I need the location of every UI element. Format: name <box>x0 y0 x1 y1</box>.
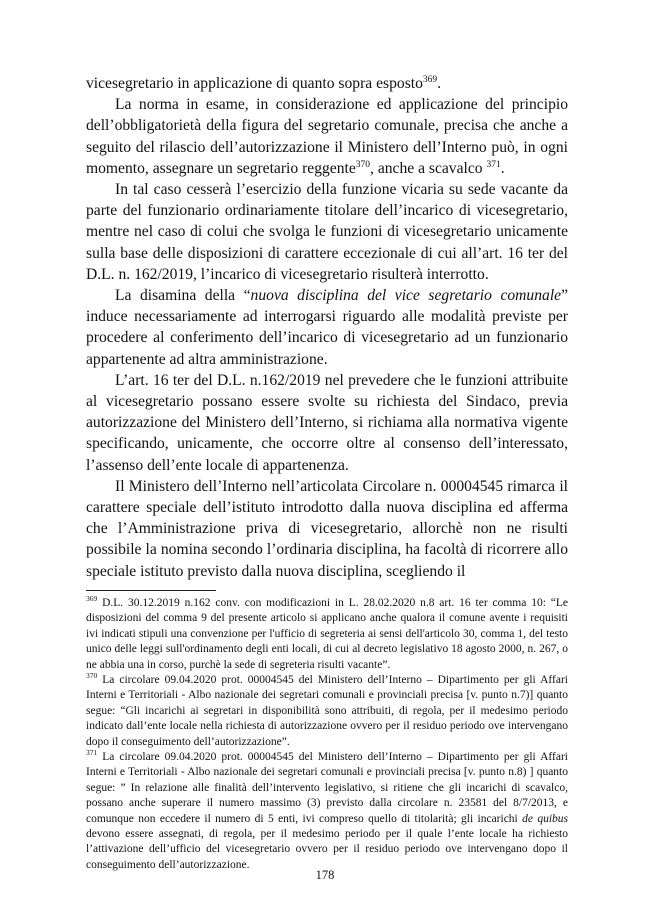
footnote-separator <box>86 590 216 591</box>
footnote-text: La circolare 09.04.2020 prot. 00004545 del Ministero dell’Interno – Dipartimento per gli Affari Interni e Territoriali - Albo nazionale dei segretari comunali e provinciali precisa [v. punto n.8) ] quanto segue: ” In relazione alle finalità dell’intervento legislativo, si ritiene che gli incarichi di scavalco, possano anche superare il numero massimo (3) previsto dalla circolare n. 23581 del 8/7/2013, e comunque non eccedere il numero di 5 enti, ivi compreso quello di titolarità; gli incarichi <box>86 750 568 825</box>
paragraph-text: La disamina della “ <box>115 287 251 305</box>
footnote-number: 369 <box>86 594 98 604</box>
footnote-ref-369[interactable]: 369 <box>422 74 438 85</box>
footnote-number: 370 <box>86 671 98 681</box>
footnote-370 <box>86 673 568 750</box>
footnote-ref-371[interactable]: 371 <box>486 159 501 170</box>
paragraph-5: L’art. 16 ter del D.L. n.162/2019 nel prevedere che le funzioni attribuite al vicesegretario possano essere svolte su richiesta del Sindaco, previa autorizzazione del Ministero dell’Interno, si richiama alla normativa vigente specificando, unicamente, che occorre oltre al consenso dell’interessato, l’assenso dell’ente locale di appartenenza. <box>86 371 568 474</box>
paragraph-4 <box>86 285 568 370</box>
footnote-369 <box>86 596 568 673</box>
paragraph-text: La norma in esame, in considerazione ed applicazione del principio dell’obbligatorietà della figura del segretario comunale, precisa che anche a seguito del rilascio dell’autorizzazione il Ministero dell’Interno può, in ogni momento, assegnare un segretario reggente <box>86 96 568 177</box>
footnote-text: devono essere assegnati, di regola, per il medesimo periodo per il quale l’ente locale ha richiesto l’attivazione dell’ufficio del vicesegretario ovvero per il residuo periodo ove intervengano dopo il conseguimento dell’autorizzazione. <box>86 827 568 871</box>
footnote-italic: de quibus <box>522 812 568 825</box>
footnote-text: La circolare 09.04.2020 prot. 00004545 del Ministero dell’Interno – Dipartimento per gli Affari Interni e Territoriali - Albo nazionale dei segretari comunali e provinciali precisa [v. punto n.7)] quanto segue: “Gli incarichi ai segretari in disponibilità sono attribuiti, di regola, per il medesimo periodo indicato dall’ente locale nella richiesta di autorizzazione ovvero per il residuo periodo ove intervengano dopo il conseguimento dell’autorizzazione”. <box>86 673 568 748</box>
footnote-text: D.L. 30.12.2019 n.162 conv. con modificazioni in L. 28.02.2020 n.8 art. 16 ter comma 10: “Le disposizioni del comma 9 del presente articolo si applicano anche qualora il comune avente i requisiti ivi indicati stipuli una convenzione per l'ufficio di segreteria ai sensi dell'articolo 30, comma 1, del testo unico delle leggi sull'ordinamento degli enti locali, di cui al decreto legislativo 18 agosto 2000, n. 267, o ne abbia una in corso, purchè la sede di segreteria risulti vacante”. <box>86 596 568 671</box>
paragraph-text: , anche a scavalco <box>370 159 487 177</box>
page-body <box>86 73 568 873</box>
footnote-371 <box>86 750 568 873</box>
footnote-ref-370[interactable]: 370 <box>355 159 371 170</box>
paragraph-text: ” induce necessariamente ad interrogarsi riguardo alle modalità previste per procedere al conferimento dell’incarico di vicesegretario ad un funzionario appartenente ad altra amministrazione. <box>86 287 568 368</box>
page-number: 178 <box>315 868 335 882</box>
paragraph-1 <box>86 73 568 94</box>
punctuation: . <box>437 75 442 92</box>
italic-quote: nuova disciplina del vice segretario comunale <box>250 287 562 305</box>
paragraph-6: Il Ministero dell’Interno nell’articolata Circolare n. 00004545 rimarca il carattere speciale dell’istituto introdotto dalla nuova disciplina ed afferma che l’Amministrazione priva di vicesegretario, allorchè non ne risulti possibile la nomina secondo l’ordinaria disciplina, ha facoltà di ricorrere allo speciale istituto previsto dalla nuova disciplina, scegliendo il <box>86 477 568 580</box>
punctuation: . <box>500 159 505 177</box>
paragraph-2 <box>86 94 568 179</box>
paragraph-3: In tal caso cesserà l’esercizio della funzione vicaria su sede vacante da parte del funzionario ordinariamente titolare dell’incarico di vicesegretario, mentre nel caso di colui che svolga le funzioni di vicesegretario unicamente sulla base delle disposizioni di carattere eccezionale di cui all’art. 16 ter del D.L. n. 162/2019, l’incarico di vicesegretario risulterà interrotto. <box>86 181 568 283</box>
paragraph-text: vicesegretario in applicazione di quanto sopra esposto <box>86 75 423 92</box>
footnote-number: 371 <box>86 748 98 758</box>
